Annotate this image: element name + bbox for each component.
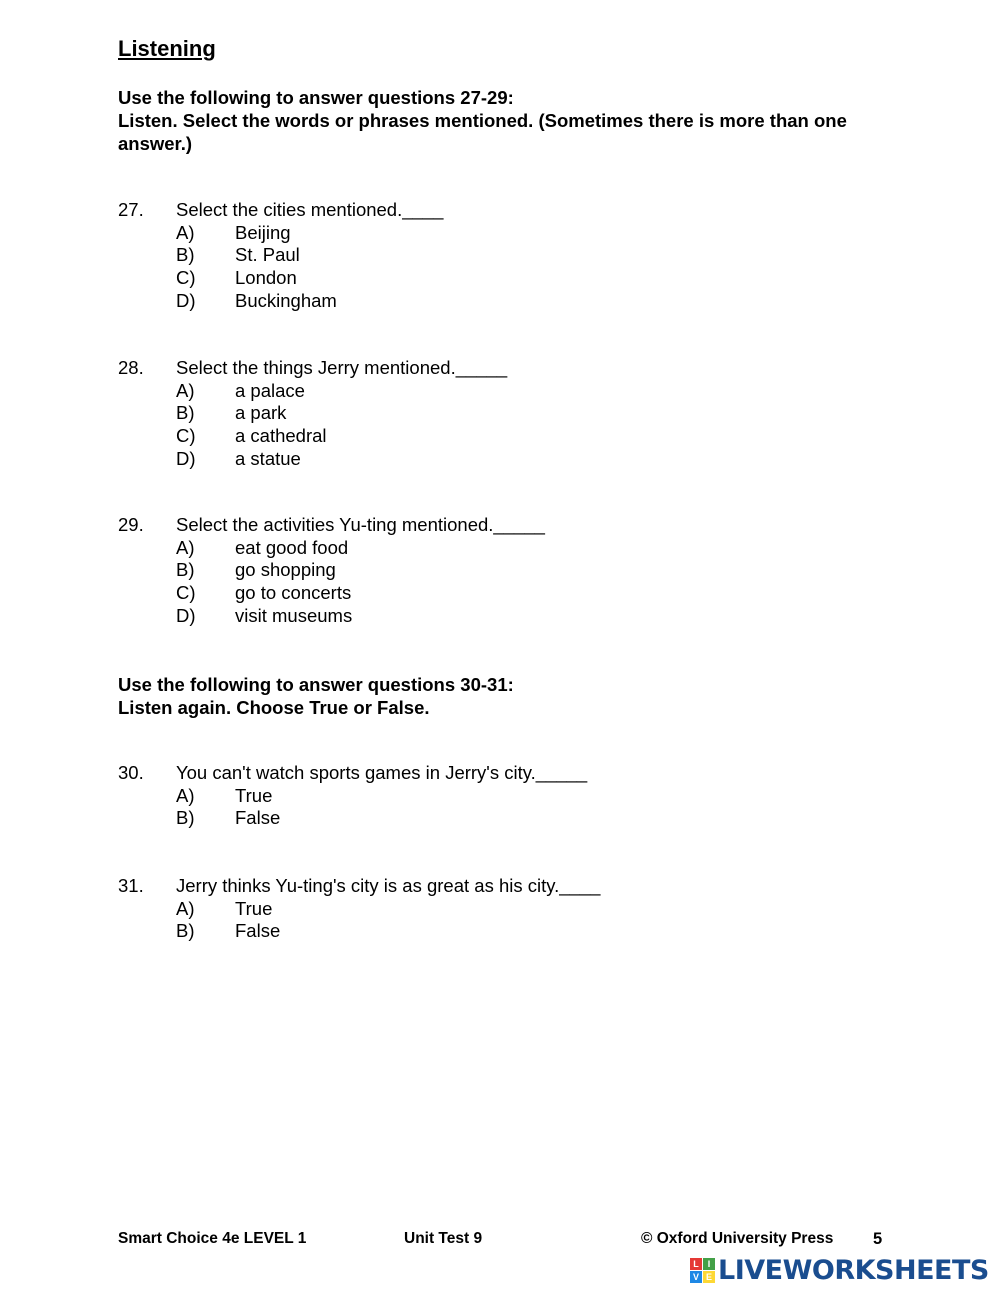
option-letter: C) — [176, 425, 196, 447]
option-letter: D) — [176, 289, 196, 311]
option-text: Buckingham — [235, 289, 337, 311]
logo-mark-icon — [690, 1258, 715, 1283]
option-text: False — [235, 920, 281, 942]
option-letter: B) — [176, 920, 195, 942]
footer-unit: Unit Test 9 — [404, 1230, 483, 1247]
answer-option[interactable] — [118, 537, 545, 560]
answer-option[interactable] — [118, 244, 443, 267]
answer-option[interactable] — [118, 290, 443, 313]
option-text: a park — [235, 402, 287, 424]
question-number: 30. — [118, 762, 144, 783]
option-letter: B) — [176, 807, 195, 829]
option-text: go shopping — [235, 559, 336, 581]
answer-option[interactable] — [118, 807, 587, 830]
answer-option[interactable] — [118, 582, 545, 605]
answer-option[interactable] — [118, 425, 507, 448]
page-number: 5 — [873, 1230, 883, 1248]
instruction-heading: Use the following to answer questions 27-29: — [118, 87, 514, 108]
footer-copyright: © Oxford University Press — [641, 1230, 834, 1247]
answer-option[interactable] — [118, 898, 600, 921]
question-text: Select the cities mentioned.____ — [176, 199, 444, 220]
option-text: True — [235, 784, 273, 806]
question-number: 28. — [118, 357, 144, 378]
question-31 — [118, 875, 600, 943]
question-text: You can't watch sports games in Jerry's city._____ — [176, 762, 588, 783]
question-text: Select the things Jerry mentioned._____ — [176, 357, 508, 378]
answer-option[interactable] — [118, 785, 587, 808]
logo-mark-letter: E — [703, 1271, 715, 1283]
option-text: False — [235, 807, 281, 829]
footer-book-title: Smart Choice 4e LEVEL 1 — [118, 1230, 307, 1247]
answer-option[interactable] — [118, 402, 507, 425]
option-letter: D) — [176, 447, 196, 469]
option-text: visit museums — [235, 604, 353, 626]
option-letter: B) — [176, 559, 195, 581]
answer-option[interactable] — [118, 605, 545, 628]
question-text: Select the activities Yu-ting mentioned._____ — [176, 514, 545, 535]
logo-mark-letter: L — [690, 1258, 702, 1270]
option-letter: A) — [176, 379, 195, 401]
option-text: go to concerts — [235, 582, 352, 604]
option-text: True — [235, 897, 273, 919]
answer-option[interactable] — [118, 559, 545, 582]
question-30 — [118, 762, 587, 830]
option-letter: A) — [176, 221, 195, 243]
option-text: St. Paul — [235, 244, 300, 266]
question-number: 29. — [118, 514, 144, 535]
option-letter: C) — [176, 582, 196, 604]
question-number: 31. — [118, 875, 144, 896]
instruction-text: Listen again. Choose True or False. — [118, 697, 430, 718]
option-text: London — [235, 267, 297, 289]
option-letter: A) — [176, 897, 195, 919]
instruction-text: Listen. Select the words or phrases mentioned. (Sometimes there is more than one answer.) — [118, 110, 847, 154]
option-text: eat good food — [235, 536, 349, 558]
answer-option[interactable] — [118, 448, 507, 471]
logo-mark-letter: I — [703, 1258, 715, 1270]
option-letter: C) — [176, 267, 196, 289]
option-text: a cathedral — [235, 425, 327, 447]
option-letter: D) — [176, 604, 196, 626]
option-text: a palace — [235, 379, 305, 401]
logo-text: LIVEWORKSHEETS — [718, 1255, 989, 1286]
option-text: Beijing — [235, 221, 291, 243]
answer-option[interactable] — [118, 380, 507, 403]
option-letter: B) — [176, 244, 195, 266]
answer-option[interactable] — [118, 222, 443, 245]
question-number: 27. — [118, 199, 144, 220]
answer-option[interactable] — [118, 267, 443, 290]
option-letter: A) — [176, 784, 195, 806]
question-text: Jerry thinks Yu-ting's city is as great as his city.____ — [176, 875, 601, 896]
question-29 — [118, 514, 545, 627]
option-letter: B) — [176, 402, 195, 424]
question-27 — [118, 199, 443, 312]
question-28 — [118, 357, 507, 470]
liveworksheets-logo[interactable] — [690, 1255, 989, 1286]
answer-option[interactable] — [118, 920, 600, 943]
page-title: Listening — [118, 36, 216, 61]
instruction-heading: Use the following to answer questions 30-31: — [118, 674, 514, 695]
section-instructions-27-29 — [118, 86, 878, 155]
section-instructions-30-31 — [118, 673, 878, 719]
option-letter: A) — [176, 536, 195, 558]
logo-mark-letter: V — [690, 1271, 702, 1283]
option-text: a statue — [235, 447, 301, 469]
